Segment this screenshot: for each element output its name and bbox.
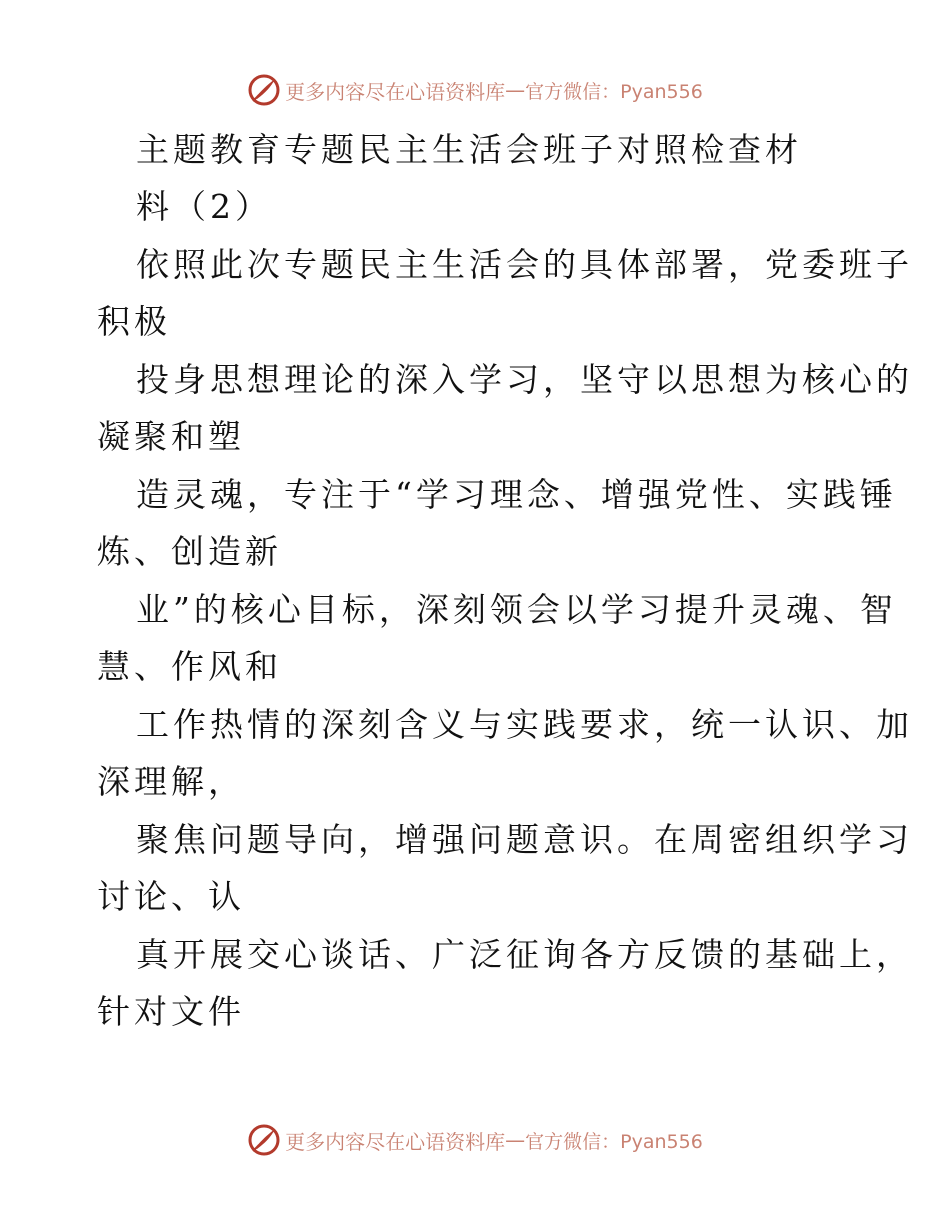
watermark-separator: — (505, 78, 526, 102)
paragraph-line: 慧、作风和 (97, 647, 282, 686)
paragraph-line: 造灵魂，专注于“学习理念、增强党性、实践锤 (136, 475, 897, 514)
paragraph-line: 真开展交心谈话、广泛征询各方反馈的基础上， (136, 935, 913, 974)
paragraph-line: 业”的核心目标，深刻领会以学习提升灵魂、智 (136, 590, 897, 629)
watermark-separator: — (505, 1128, 526, 1152)
header-watermark (0, 70, 950, 110)
paragraph-line: 投身思想理论的深入学习，坚守以思想为核心的 (136, 360, 913, 399)
paragraph-line: 聚焦问题导向，增强问题意识。在周密组织学习 (136, 820, 913, 859)
watermark-wechat-text: 官方微信：Pyan556 (525, 1130, 703, 1153)
paragraph-line: 工作热情的深刻含义与实践要求，统一认识、加 (136, 705, 913, 744)
paragraph-line: 依照此次专题民主生活会的具体部署，党委班子 (136, 245, 913, 284)
document-title-line-2: 料（2） (136, 187, 272, 226)
paragraph-line: 积极 (97, 302, 171, 341)
feather-pen-logo-icon (247, 1123, 281, 1157)
document-title-line-1: 主题教育专题民主生活会班子对照检查材 (136, 130, 802, 169)
paragraph-line: 凝聚和塑 (97, 417, 245, 456)
paragraph-line: 讨论、认 (97, 877, 245, 916)
watermark-wechat-text: 官方微信：Pyan556 (525, 80, 703, 103)
feather-pen-logo-icon (247, 73, 281, 107)
paragraph-line: 深理解， (97, 762, 245, 801)
paragraph-line: 炼、创造新 (97, 532, 282, 571)
paragraph-line: 针对文件 (97, 992, 245, 1031)
footer-watermark (0, 1120, 950, 1160)
watermark-main-text: 更多内容尽在心语资料库 (285, 1129, 506, 1154)
watermark-main-text: 更多内容尽在心语资料库 (285, 79, 506, 104)
